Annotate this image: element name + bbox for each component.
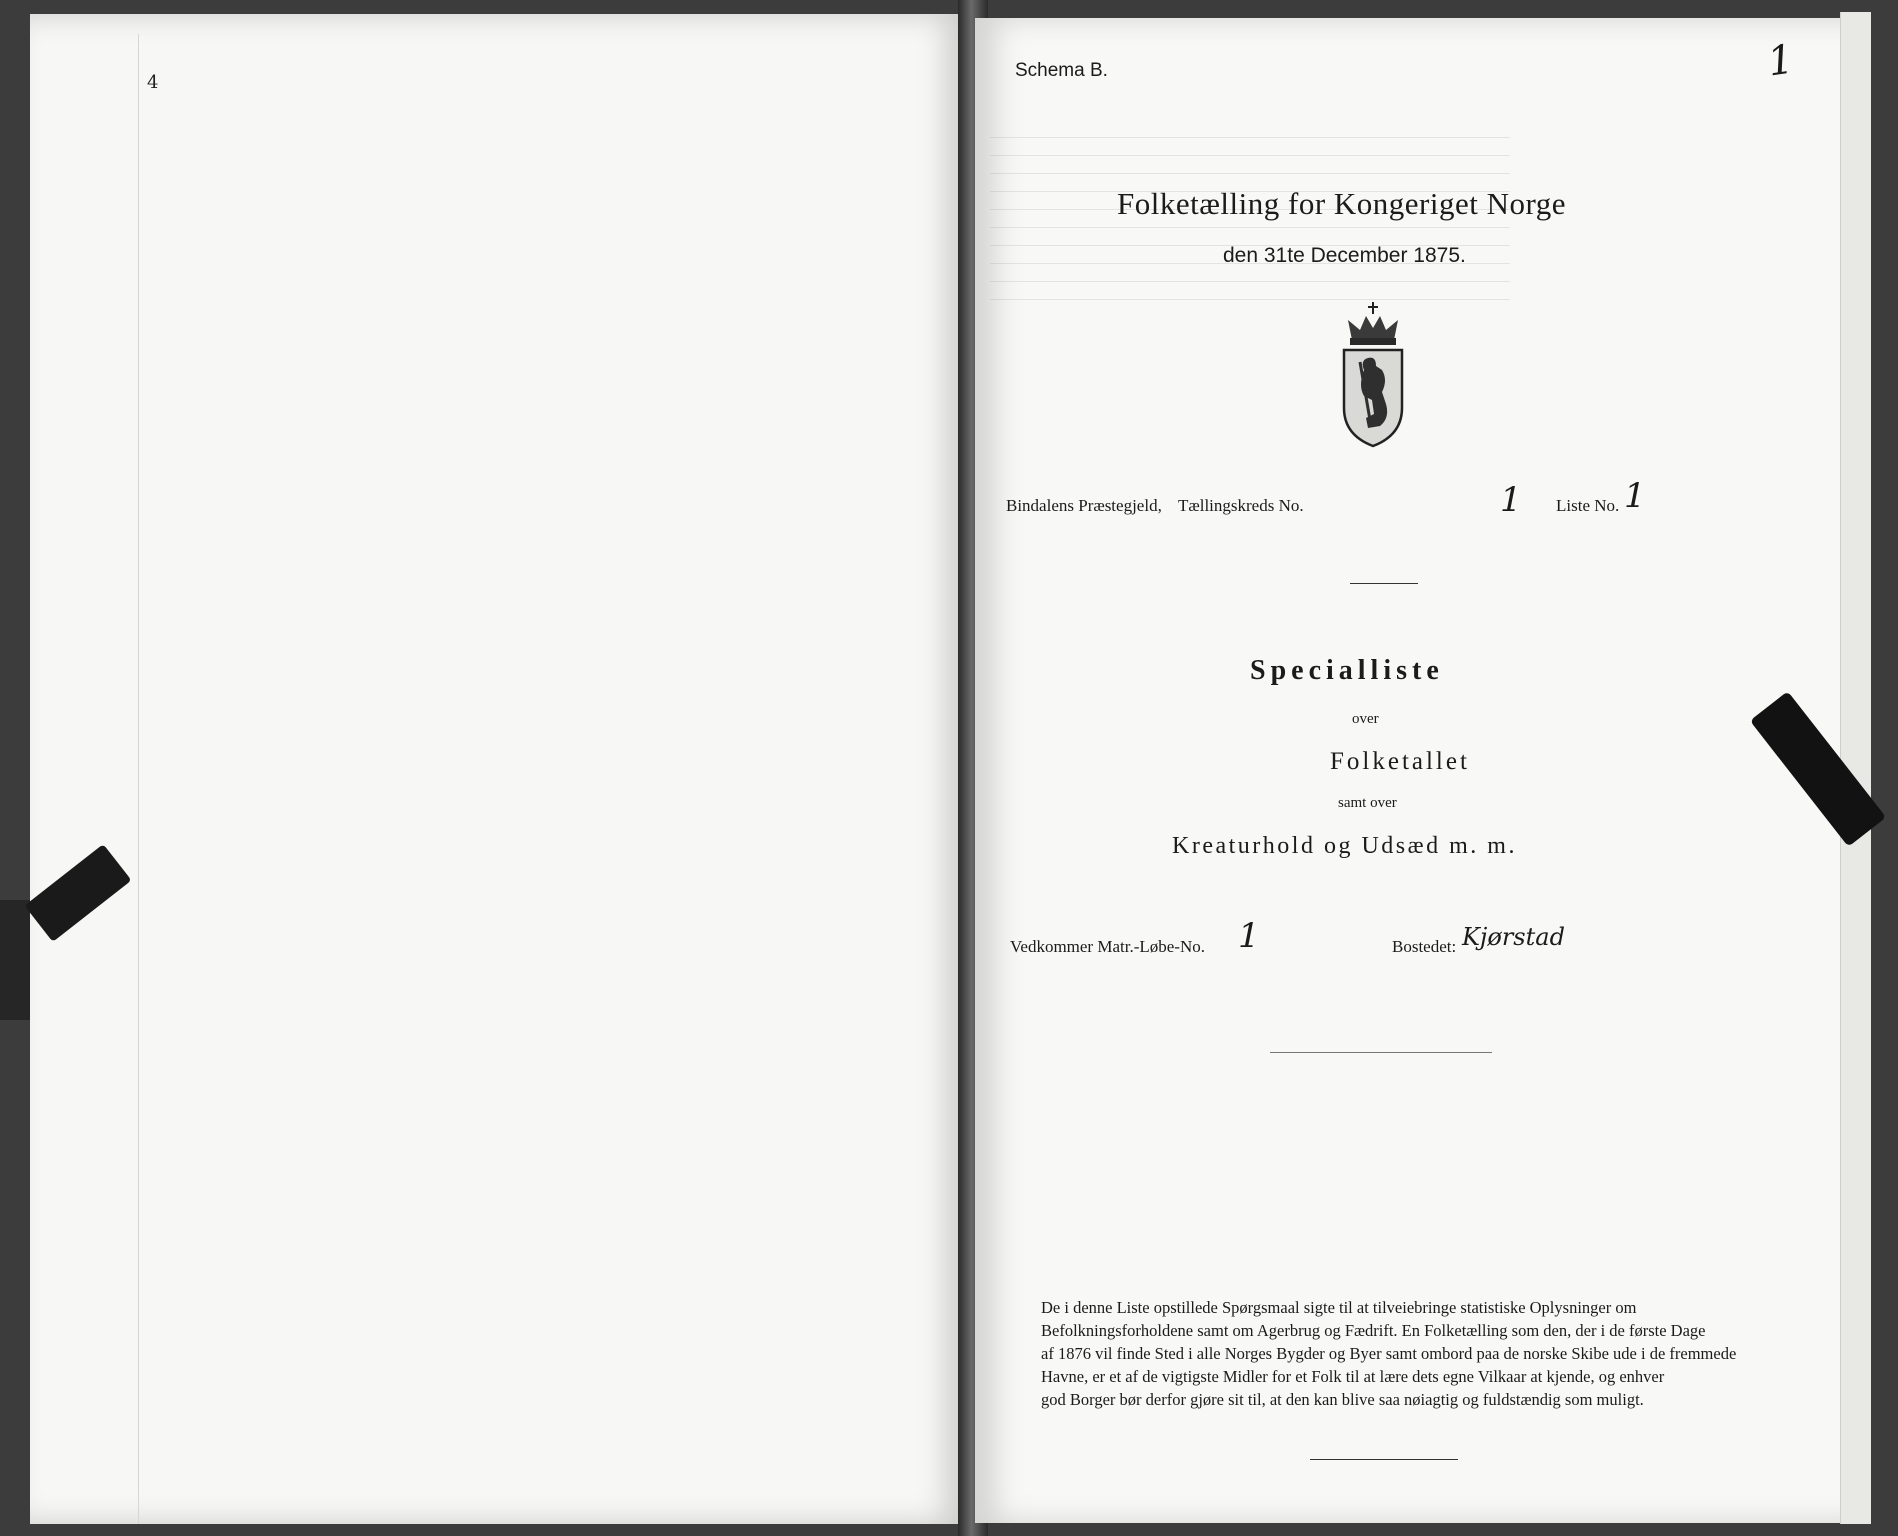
specialliste-heading: Specialliste	[1250, 655, 1444, 686]
schema-label: Schema B.	[1015, 60, 1108, 81]
folketallet-heading: Folketallet	[1330, 748, 1470, 775]
explanation-line: Havne, er et af de vigtigste Midler for et Folk til at lære dets egne Vilkaar at kjende, og enhver	[1041, 1367, 1665, 1386]
page-number: 1	[1764, 36, 1797, 86]
kreaturhold-heading: Kreaturhold og Udsæd m. m.	[1172, 833, 1517, 859]
left-page-margin-line	[138, 34, 139, 1524]
explanation-paragraph	[1041, 1296, 1741, 1411]
bosted-value: Kjørstad	[1462, 923, 1565, 951]
explanation-line: god Borger bør derfor gjøre sit til, at den kan blive saa nøiagtig og fuldstændig som muligt.	[1041, 1390, 1644, 1409]
explanation-line: Befolkningsforholdene samt om Agerbrug og Fædrift. En Folketælling som den, der i de første Dage	[1041, 1321, 1706, 1340]
divider-long	[1270, 1052, 1492, 1053]
divider-short	[1350, 583, 1418, 584]
bleed-through-lines	[990, 120, 1510, 330]
list-label: Liste No.	[1556, 496, 1620, 515]
left-page-mark: 4	[147, 72, 159, 93]
matr-number: 1	[1238, 916, 1260, 956]
list-number: 1	[1624, 476, 1646, 516]
page-title: Folketælling for Kongeriget Norge	[1117, 186, 1567, 221]
district-label: Tællingskreds No.	[1178, 496, 1304, 515]
explanation-line: af 1876 vil finde Sted i alle Norges Bygder og Byer samt ombord paa de norske Skibe ude i de fremmede	[1041, 1344, 1737, 1363]
district-number: 1	[1500, 480, 1522, 520]
over-label: over	[1352, 711, 1379, 727]
samt-over-label: samt over	[1338, 795, 1397, 811]
matr-label: Vedkommer Matr.-Løbe-No.	[1010, 937, 1205, 956]
parish-label: Bindalens Præstegjeld,	[1006, 496, 1162, 515]
norwegian-coat-of-arms-icon	[1338, 300, 1408, 454]
divider-bottom	[1310, 1459, 1458, 1460]
bosted-label: Bostedet:	[1392, 937, 1457, 956]
census-date: den 31te December 1875.	[1223, 244, 1466, 267]
explanation-line: De i denne Liste opstillede Spørgsmaal sigte til at tilveiebringe statistiske Oplysninger om	[1041, 1298, 1637, 1317]
left-page	[30, 14, 965, 1524]
